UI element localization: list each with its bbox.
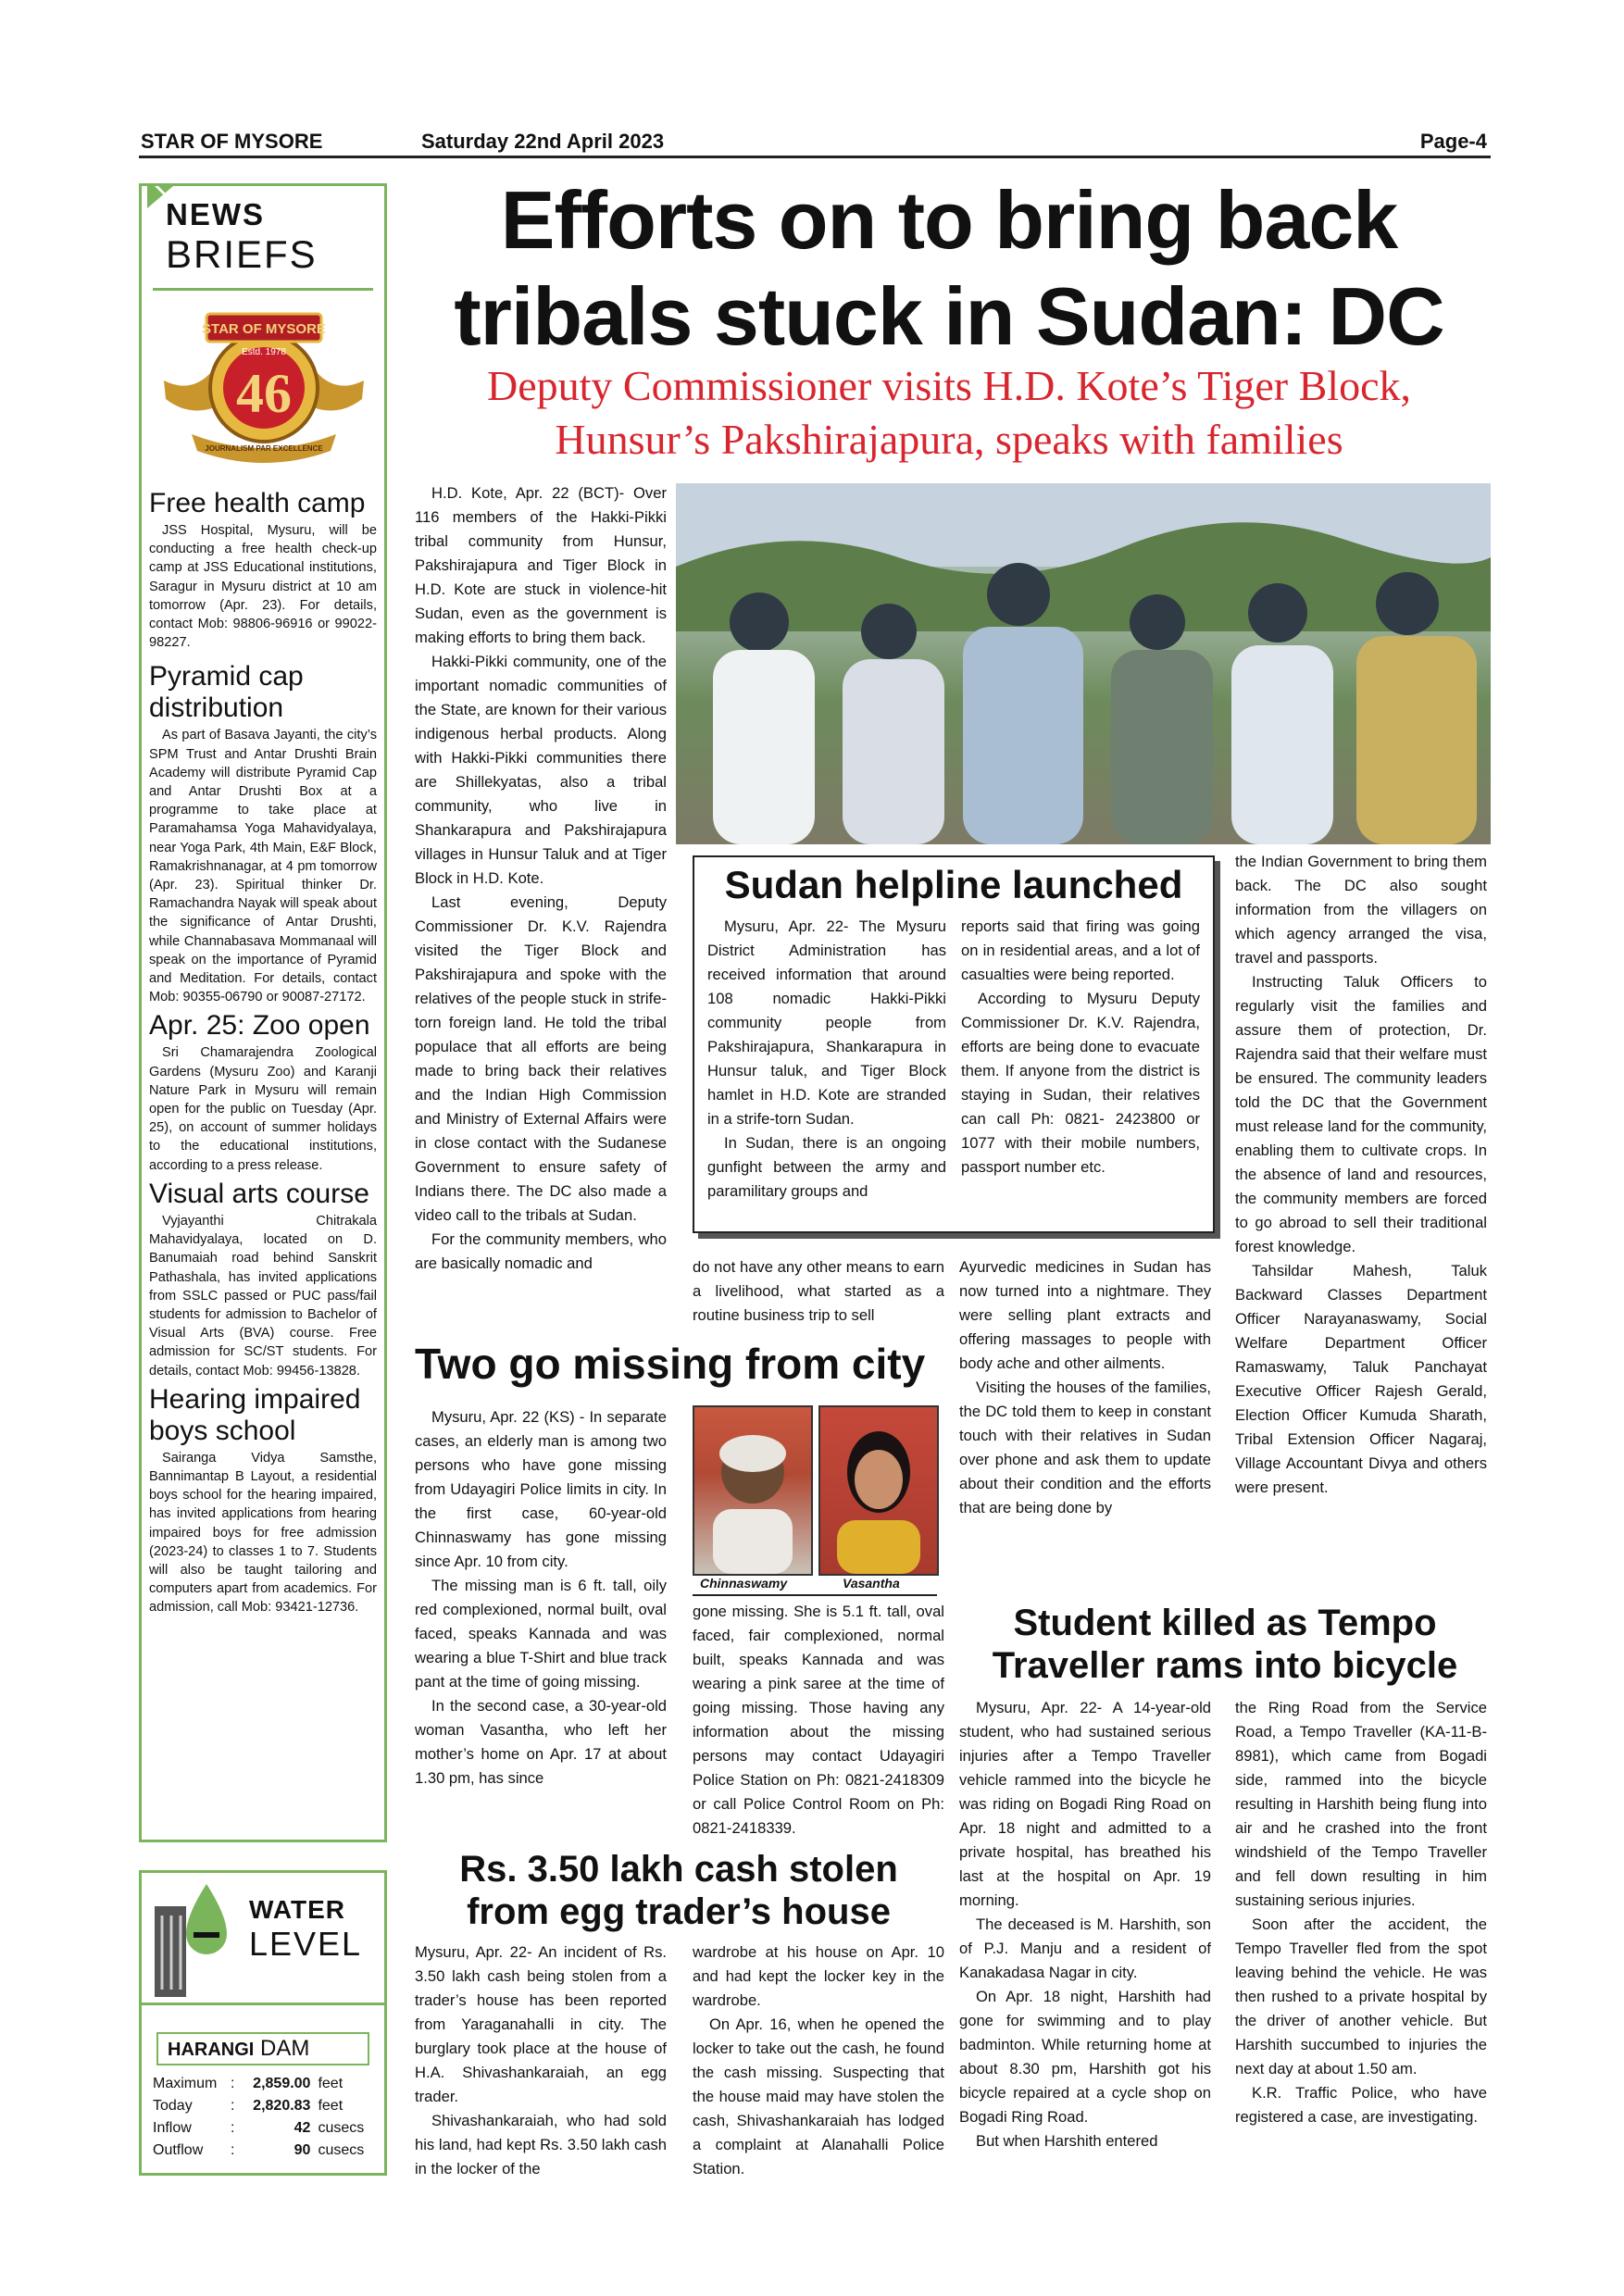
main-article-col3-cont: Ayurvedic medicines in Sudan has now turned into a nightmare. They were selling plant extracts and offering massages to people with body ache and other ailments. Visiting the houses of the families, the DC told them to keep in constant touch with their relatives in Sudan over phone and ask them to update about their condition and the efforts that are being done by <box>959 1258 1211 1516</box>
brief-body: As part of Basava Jayanti, the city’s SPM Trust and Antar Drushti Brain Academy will distribute Pyramid Cap and Antar Drushti Box at a programme to take place at Paramahamsa Yoga Mahavidyalaya, near Yoga Park, 4th Main, E&F Block, Ramakrishnanagar, at 4 pm tomorrow (Apr. 23). Spiritual thinker Dr. Ramachandra Nayak will speak about the significance of Antar Drushti, while Channabasava Mommanaal will speak on the importance of Pyramid and Meditation. For details, contact Mob: 90355-06790 or 90087-27172. <box>149 728 377 1005</box>
header-rule <box>139 156 1491 158</box>
missing-photo-2 <box>818 1405 939 1576</box>
water-gauge-icon <box>149 1878 232 1999</box>
main-subhead: Deputy Commissioner visits H.D. Kote’s Tiger Block, Hunsur’s Pakshirajapura, speaks with families <box>487 362 1411 463</box>
table-row: Outflow : 90 cusecs <box>153 2142 365 2158</box>
brief-item <box>149 1010 377 1174</box>
student-title: Student killed as Tempo Traveller rams into bicycle <box>992 1603 1458 1686</box>
dam-name: HARANGI <box>168 2040 255 2060</box>
missing-title: Two go missing from city <box>415 1340 926 1388</box>
student-col1: Mysuru, Apr. 22- A 14-year-old student, who had sustained serious injuries after a Tempo Traveller vehicle rammed into the bicycle he was riding on Bogadi Ring Road on Apr. 18 night and admitted to a private hospital, has breathed his last at the hospital on Apr. 19 morning. The deceased is M. Harshith, son of P.J. Manju and a resident of Kanakadasa Nagar in city. On Apr. 18 night, Harshith had gone for swimming and to play badminton. While returning home at about 8.30 pm, Harshith got his bicycle repaired at a cycle shop on Bogadi Ring Road. But when Harshith entered <box>959 1699 1211 2150</box>
brief-heading: Free health camp <box>149 488 366 518</box>
cash-col2: wardrobe at his house on Apr. 10 and had kept the locker key in the wardrobe. On Apr. 16, when he opened the locker to take out the cash, he found the cash missing. Suspecting that the house maid may have stolen the cash, Shivashankaraiah has lodged a complaint at Alanahalli Police Station. <box>693 1943 944 2177</box>
emblem-estd: Estd. 1978 <box>242 347 286 357</box>
brief-list <box>149 484 377 1617</box>
student-col2: the Ring Road from the Service Road, a Tempo Traveller (KA-11-B-8981), which came from Bogadi side, rammed into the bicycle resulting in Harshith being flung into air and he crashed into the front windshield of the Tempo Traveller and fell down resulting in him sustaining serious injuries. Soon after the accident, the Tempo Traveller fled from the spot leaving behind the vehicle. He was then rushed to a private hospital by the driver of another vehicle. But Harshith succumbed to injuries the next day at about 1.50 am. K.R. Traffic Police, who have registered a case, are investigating. <box>1235 1699 1487 2126</box>
person-icon <box>694 1407 811 1574</box>
helpline-col2: reports said that firing was going on in residential areas, and a lot of casualties were being reported. According to Mysuru Deputy Commissioner Dr. K.V. Rajendra, efforts are being done to evacuate them. If anyone from the district is staying in Sudan, their relatives can call Ph: 0821- 2423800 or 1077 with their mobile numbers, passport number etc. <box>961 917 1200 1176</box>
main-article-col1: H.D. Kote, Apr. 22 (BCT)- Over 116 members of the Hakki-Pikki tribal community from Hunsur, Pakshirajapura and Tiger Block in H.D. Kote are stuck in violence-hit Sudan, even as the government is making efforts to bring them back. Hakki-Pikki community, one of the important nomadic communities of the State, are known for their various indigenous herbal products. Along with Hakki-Pikki communities there are Shillekyatas, also a tribal community, who live in Shankarapura and Pakshirajapura villages in Hunsur Taluk and at Tiger Block in H.D. Kote. Last evening, Deputy Commissioner Dr. K.V. Rajendra visited the Tiger Block and Pakshirajapura and spoke with the relatives of the people stuck in strife-torn foreign land. He told the tribal populace that all efforts are being made to bring back their relatives and the Indian High Commission and Ministry of External Affairs were in close contact with the Sudanese Government to ensure safety of Indians there. The DC also made a video call to the tribals at Sudan. For the community members, who are basically nomadic and <box>415 484 667 1272</box>
table-row: Today : 2,820.83 feet <box>153 2098 344 2114</box>
missing-col2: gone missing. She is 5.1 ft. tall, oval faced, fair complexioned, normal built, speaks Kannada and was wearing a pink saree at the time of going missing. Those having any information about the missing persons may contact Udayagiri Police Station on Ph: 0821-2418309 or call Police Control Room on Ph: 0821-2418339. <box>693 1603 944 1837</box>
brief-item <box>149 661 377 1006</box>
brief-body: Sri Chamarajendra Zoological Gardens (Mysuru Zoo) and Karanji Nature Park in Mysuru will remain open for the public on Tuesday (Apr. 25), on account of summer holidays to the educational institutions, according to a press release. <box>149 1045 377 1173</box>
cash-col1: Mysuru, Apr. 22- An incident of Rs. 3.50 lakh cash being stolen from a trader’s house has been reported from Yaraganahalli in city. The burglary took place at the house of H.A. Shivashankaraiah, an egg trader. Shivashankaraiah, who had sold his land, had kept Rs. 3.50 lakh cash in the locker of the <box>415 1943 667 2177</box>
brief-item <box>149 1179 377 1380</box>
brief-heading: Hearing impaired boys school <box>149 1383 361 1446</box>
caption-rule <box>693 1594 937 1596</box>
helpline-col1: Mysuru, Apr. 22- The Mysuru District Administration has received information that around 108 nomadic Hakki-Pikki community people from Pakshirajapura, Shankarapura in Hunsur taluk, and Tiger Block hamlet in H.D. Kote are stranded in a strife-torn Sudan. In Sudan, there is an ongoing gunfight between the army and paramilitary groups and <box>707 917 946 1200</box>
brief-body: JSS Hospital, Mysuru, will be conducting a free health check-up camp at JSS Educational institutions, Saragur in Mysuru district at 10 am tomorrow (Apr. 23). For details, contact Mob: 98806-96916 or 99022-98227. <box>149 523 377 651</box>
brief-item <box>149 488 377 652</box>
emblem-bottom-text: JOURNALISM PAR EXCELLENCE <box>205 444 323 453</box>
news-label: NEWS <box>166 197 265 231</box>
emblem-top-text: STAR OF MYSORE <box>202 321 326 337</box>
missing-col1: Mysuru, Apr. 22 (KS) - In separate cases, an elderly man is among two persons who have gone missing from Udayagiri Police limits in city. In the first case, 60-year-old Chinnaswamy has gone missing since Apr. 10 from city. The missing man is 6 ft. tall, oily red complexioned, normal built, oval faced, speaks Kannada and was wearing a blue T-Shirt and blue track pant at the time of going missing. In the second case, a 30-year-old woman Vasantha, who left her mother’s home on Apr. 17 at about 1.30 pm, has since <box>415 1408 667 1787</box>
news-briefs-box <box>139 183 387 1842</box>
main-article-col2-cont: do not have any other means to earn a livelihood, what started as a routine business trip to sell <box>693 1258 944 1324</box>
dam-name-box <box>156 2032 369 2065</box>
caption-vasantha: Vasantha <box>843 1576 900 1591</box>
main-photo <box>676 483 1491 844</box>
water-table <box>149 2073 368 2162</box>
main-headline: Efforts on to bring back tribals stuck in Sudan: DC <box>454 174 1444 362</box>
paper-name: STAR OF MYSORE <box>141 130 323 153</box>
brief-body: Sairanga Vidya Samsthe, Bannimantap B Layout, a residential boys school for the hearing impaired, has invited applications from hearing impaired boys for free admission (2023-24) to classes 1 to 7. Students will also be taught tailoring and computers apart from academics. For admission, call Mob: 93421-12736. <box>149 1450 377 1616</box>
issue-date: Saturday 22nd April 2023 <box>421 130 665 153</box>
crowd-illustration <box>676 483 1491 844</box>
missing-photo-1 <box>693 1405 813 1576</box>
level-label: LEVEL <box>249 1925 363 1963</box>
main-article-col4: the Indian Government to bring them back. The DC also sought information from the villagers on which agency arranged the visa, travel and passports. Instructing Taluk Officers to regularly visit the families and assure them of protection, Dr. Rajendra said that their welfare must be ensured. The community leaders told the DC that the Government must release land for the community, enabling them to cultivate crops. In the absence of land and resources, the community members are forced to go abroad to sell their traditional forest knowledge. Tahsildar Mahesh, Taluk Backward Classes Department Officer Narayanaswamy, Social Welfare Department Officer Ramaswamy, Taluk Panchayat Executive Officer Rajesh Gerald, Election Officer Kumuda Sharath, Tribal Extension Officer Nagaraj, Village Accountant Divya and others were present. <box>1235 853 1487 1496</box>
helpline-title: Sudan helpline launched <box>724 863 1183 906</box>
water-divider <box>142 2003 384 2005</box>
brief-heading: Visual arts course <box>149 1178 369 1209</box>
person-icon <box>820 1407 937 1574</box>
table-row: Maximum : 2,859.00 feet <box>153 2076 344 2091</box>
page-number: Page-4 <box>1419 130 1487 153</box>
emblem-number: 46 <box>236 363 292 424</box>
briefs-label-text: BRIEFS <box>166 232 318 276</box>
briefs-label <box>153 195 373 291</box>
caption-chinnaswamy: Chinnaswamy <box>700 1576 788 1591</box>
brief-heading: Pyramid cap distribution <box>149 661 304 724</box>
cash-title: Rs. 3.50 lakh cash stolen from egg trader’s house <box>459 1849 898 1932</box>
water-label: WATER <box>249 1895 346 1924</box>
anniversary-emblem <box>155 306 373 464</box>
brief-item <box>149 1384 377 1617</box>
helpline-box <box>693 855 1215 1233</box>
water-level-box <box>139 1870 387 2176</box>
brief-heading: Apr. 25: Zoo open <box>149 1010 370 1042</box>
brief-body: Vyjayanthi Chitrakala Mahavidyalaya, located on D. Banumaiah road behind Sanskrit Pathashala, has invited applications from SSLC passed or PUC pass/fail students for admission to Bachelor of Visual Arts (BVA) course. Free admission for SC/ST students. For details, contact Mob: 99456-13828. <box>149 1213 377 1379</box>
table-row: Inflow : 42 cusecs <box>153 2120 365 2136</box>
dam-suffix: DAM <box>260 2036 310 2061</box>
